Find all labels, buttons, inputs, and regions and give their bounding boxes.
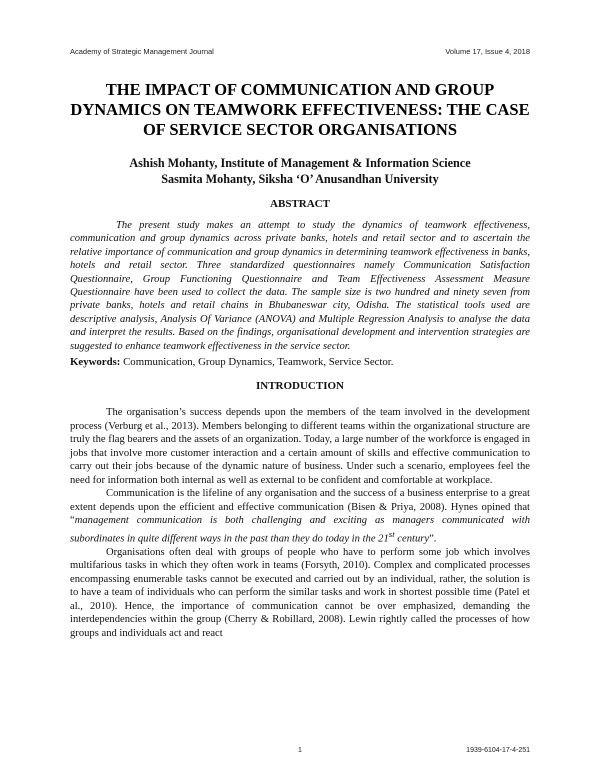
paper-title: THE IMPACT OF COMMUNICATION AND GROUP DYNAMICS ON TEAMWORK EFFECTIVENESS: THE CASE OF SERVICE SECTOR ORGANISATIONS (70, 80, 530, 139)
author-2: Sasmita Mohanty, Siksha ‘O’ Anusandhan University (161, 172, 439, 186)
journal-name: Academy of Strategic Management Journal (70, 47, 214, 56)
document-code: 1939-6104-17-4-251 (466, 747, 530, 754)
introduction-heading: INTRODUCTION (255, 380, 344, 392)
intro-paragraph-3: Organisations often deal with groups of people who have to perform some job which involves multifarious tasks in which they often work in teams (Forsyth, 2010). Complex and complicated processes encompassing enumerable tasks cannot be executed and carried out by an individual, rather, the solution is to have a team of individuals who can perform the similar tasks and work in shortest possible time (Patel et al., 2010). Hence, the importance of communication cannot be over emphasized, demanding the interdependencies within the group (Cherry & Robillard, 2008). Lewin rightly called the processes of how groups and individuals act and react (70, 546, 530, 639)
paragraph-2-start: Communication is the lifeline of any organisation and the success of a business enterprise to a great extent depends upon the efficient and effective communication (Bisen & Priya, 2008). Hynes opined that “ (70, 488, 530, 526)
volume-issue: Volume 17, Issue 4, 2018 (445, 47, 530, 56)
running-header (70, 47, 530, 56)
author-1: Ashish Mohanty, Institute of Management & Information Science (129, 156, 471, 170)
abstract-text: The present study makes an attempt to study the dynamics of teamwork effectiveness, communication and group dynamics across private banks, hotels and retail sector and to ascertain the relative importance of communication and group dynamics in determining teamwork effectiveness in banks, hotels and retail sector. Three standardized questionnaires namely Communication Satisfaction Questionnaire, Group Functioning Questionnaire and Team Effectiveness Assessment Measure Questionnaire have been used to collect the data. The sample size is two hundred and ninety seven from private banks, hotels and retail chains in Bhubaneswar city, Odisha. The statistical tools used are descriptive analysis, Analysis Of Variance (ANOVA) and Multiple Regression Analysis to analyse the data and interpret the results. Based on the findings, organisational development and intervention strategies are suggested to enhance teamwork effectiveness in the service sector. (70, 220, 530, 352)
keywords-line (70, 356, 530, 368)
keywords-text: Communication, Group Dynamics, Teamwork, Service Sector. (123, 356, 394, 368)
intro-paragraph-2 (70, 487, 530, 546)
hynes-quote: management communication is both challenging and exciting as managers communicated with subordinates in quite different ways in the past than they do today in the 21 (70, 515, 530, 545)
keywords-label: Keywords: (70, 356, 121, 368)
paragraph-2-end: ”. (429, 533, 437, 545)
introduction-body (70, 406, 530, 640)
page-number: 1 (298, 747, 302, 754)
hynes-quote-end: century (394, 533, 430, 545)
superscript-st: st (388, 528, 395, 539)
abstract-heading: ABSTRACT (270, 198, 330, 210)
author-block (70, 155, 530, 187)
intro-paragraph-1: The organisation’s success depends upon the members of the team involved in the development process (Verburg et al., 2013). Members belonging to different teams within the organizational structure are truly the flag bearers and the assets of an organization. Today, a large number of the workforce is engaged in jobs that involve more customer interaction and a certain amount of skills and effective communication to carry out their jobs because of the dynamic nature of business. Under such a scenario, employees feel the need for information both internal as well as external to be confident and comfortable at workplace. (70, 407, 530, 486)
